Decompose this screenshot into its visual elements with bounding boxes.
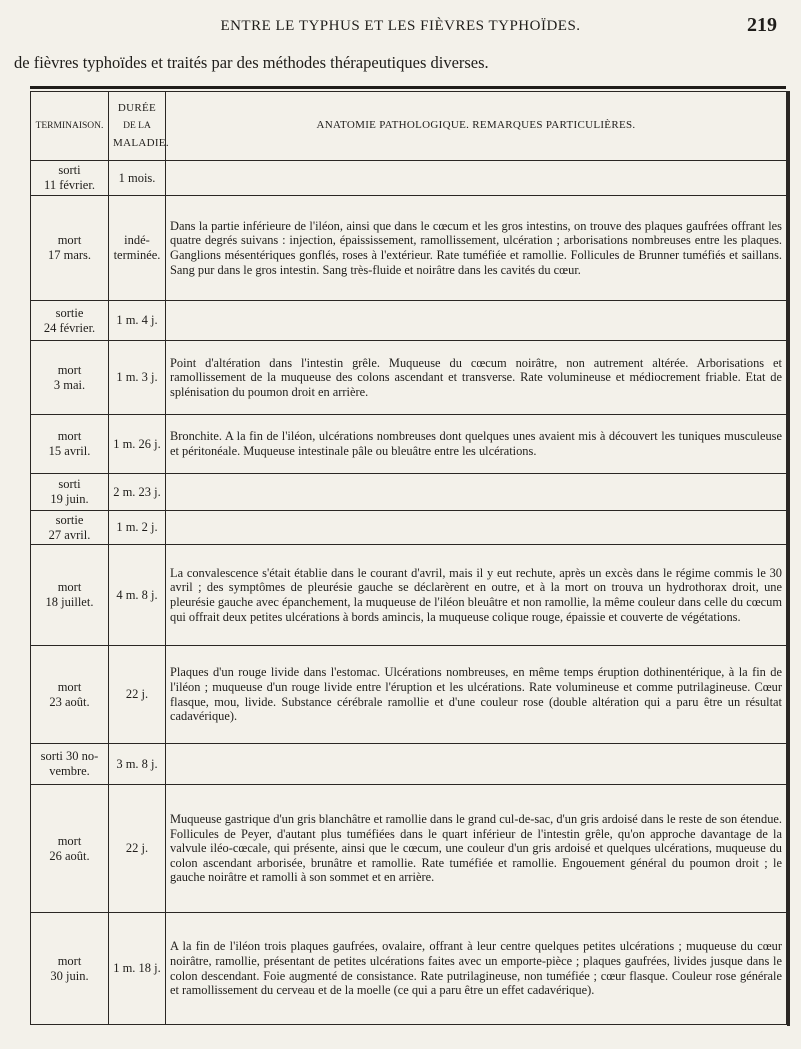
duration-cell: 1 mois. <box>109 161 166 196</box>
termination-cell: sorti 30 no- vembre. <box>31 744 109 785</box>
remarks-cell: La convalescence s'était établie dans le courant d'avril, mais il y eut rechute, après un excès dans le régime commis le 30 avril ; des symptômes de pleurésie gauche se déclarèrent en outre, et à la mort on trouva un hydrothorax droit, une pleurésie gauche avec épanchement, la muqueuse de l'iléon bleuâtre et non ramollie, la même couleur dans celle du cœcum qui offrait deux petites ulcérations à bords amincis, la muqueuse colique rouge, épaissie et couverte de végétations. <box>166 545 787 646</box>
cases-table <box>30 91 787 1025</box>
termination-cell: mort 23 août. <box>31 646 109 744</box>
intro-line: de fièvres typhoïdes et traités par des méthodes thérapeutiques diverses. <box>14 53 489 72</box>
header-remarks: ANATOMIE PATHOLOGIQUE. REMARQUES PARTICULIÈRES. <box>166 92 787 161</box>
duration-cell: 1 m. 2 j. <box>109 511 166 545</box>
termination-cell: sorti 11 février. <box>31 161 109 196</box>
table-row <box>31 474 787 511</box>
remarks-cell: Plaques d'un rouge livide dans l'estomac. Ulcérations nombreuses, en même temps éruption dothinentérique, à la fin de l'iléon ; muqueuse d'un rouge livide entre l'éruption et les ulcérations. Rate volumineuse et comme putrilagineuse. Cœur flasque, mou, livide. Substance cérébrale ramollie et d'une couleur rose (double altération qui a paru être un résultat cadavérique). <box>166 646 787 744</box>
termination-cell: sortie 24 février. <box>31 301 109 341</box>
table-header-row <box>31 92 787 161</box>
table-row <box>31 785 787 913</box>
table-row <box>31 744 787 785</box>
duration-cell: 22 j. <box>109 785 166 913</box>
running-head: ENTRE LE TYPHUS ET LES FIÈVRES TYPHOÏDES. <box>220 18 581 34</box>
duration-cell: 1 m. 3 j. <box>109 341 166 415</box>
table-row <box>31 161 787 196</box>
duration-cell: 1 m. 4 j. <box>109 301 166 341</box>
table-row <box>31 341 787 415</box>
remarks-cell: A la fin de l'iléon trois plaques gaufrées, ovalaire, offrant à leur centre quelques petites ulcérations ; muqueuse du cœur noirâtre, ramollie, présentant de petites ulcérations faites avec un emporte-pièce ; plaques gaufrées, livides jusque dans le colon descendant. Foie augmenté de consistance. Rate putrilagineuse, non tuméfiée ; cœur flasque. Couleur rose générale et ramollissement du cerveau et de la moelle (ce qui a paru être un effet cadavérique). <box>166 913 787 1025</box>
duration-cell: 1 m. 26 j. <box>109 415 166 474</box>
termination-cell: mort 26 août. <box>31 785 109 913</box>
remarks-cell: Point d'altération dans l'intestin grêle. Muqueuse du cœcum noirâtre, non autrement altérée. Arborisations et ramollissement de la muqueuse des colons ascendant et transverse. Rate volumineuse et médiocrement friable. Etat de splénisation du poumon droit en arrière. <box>166 341 787 415</box>
table-row <box>31 545 787 646</box>
table-row <box>31 511 787 545</box>
duration-cell: 2 m. 23 j. <box>109 474 166 511</box>
remarks-cell <box>166 474 787 511</box>
table-right-rule <box>787 91 790 1026</box>
remarks-cell: Muqueuse gastrique d'un gris blanchâtre et ramollie dans le grand cul-de-sac, d'un gris ardoisé dans le reste de son étendue. Follicules de Peyer, d'autant plus tuméfiées dans le quart inférieur de l'intestin grêle, qu'on approche davantage de la valvule iléo-cœcale, qui présente, ainsi que le cœcum, une couleur d'un gris ardoisé et quelques ulcérations, muqueuse du colon ascendant arborisée, brunâtre et ramollie. Rate tuméfiée et ramollie. Engouement général du poumon droit ; le gauche noirâtre et ramolli à son sommet et en arrière. <box>166 785 787 913</box>
remarks-cell <box>166 744 787 785</box>
duration-cell: indé- terminée. <box>109 196 166 301</box>
table-row <box>31 913 787 1025</box>
table-row <box>31 415 787 474</box>
termination-cell: sorti 19 juin. <box>31 474 109 511</box>
remarks-cell: Bronchite. A la fin de l'iléon, ulcérations nombreuses dont quelques unes avaient mis à découvert les tuniques musculeuse et péritonéale. Muqueuse intestinale pâle ou bleuâtre entre les ulcérations. <box>166 415 787 474</box>
remarks-cell <box>166 511 787 545</box>
duration-cell: 22 j. <box>109 646 166 744</box>
termination-cell: mort 17 mars. <box>31 196 109 301</box>
table-row <box>31 196 787 301</box>
remarks-cell <box>166 301 787 341</box>
termination-cell: mort 15 avril. <box>31 415 109 474</box>
table-row <box>31 646 787 744</box>
remarks-cell: Dans la partie inférieure de l'iléon, ainsi que dans le cœcum et les gros intestins, on trouve des plaques gaufrées offrant les quatre degrés suivans : injection, épaississement, ramollissement, ulcération ; arborisations nombreuses entre les plaques. Ganglions mésentériques gonflés, roses à l'extérieur. Rate tuméfiée et ramollie. Follicules de Brunner tuméfiés et saillans. Sang pur dans le gros intestin. Sang très-fluide et noirâtre dans les cavités du cœur. <box>166 196 787 301</box>
header-duration: DURÉE DE LA MALADIE. <box>109 92 166 161</box>
remarks-cell <box>166 161 787 196</box>
header-termination: TERMINAISON. <box>31 92 109 161</box>
duration-cell: 3 m. 8 j. <box>109 744 166 785</box>
termination-cell: mort 18 juillet. <box>31 545 109 646</box>
page-number: 219 <box>747 14 777 36</box>
termination-cell: mort 3 mai. <box>31 341 109 415</box>
duration-cell: 4 m. 8 j. <box>109 545 166 646</box>
table-top-rule <box>30 86 786 89</box>
table-row <box>31 301 787 341</box>
termination-cell: mort 30 juin. <box>31 913 109 1025</box>
duration-cell: 1 m. 18 j. <box>109 913 166 1025</box>
termination-cell: sortie 27 avril. <box>31 511 109 545</box>
